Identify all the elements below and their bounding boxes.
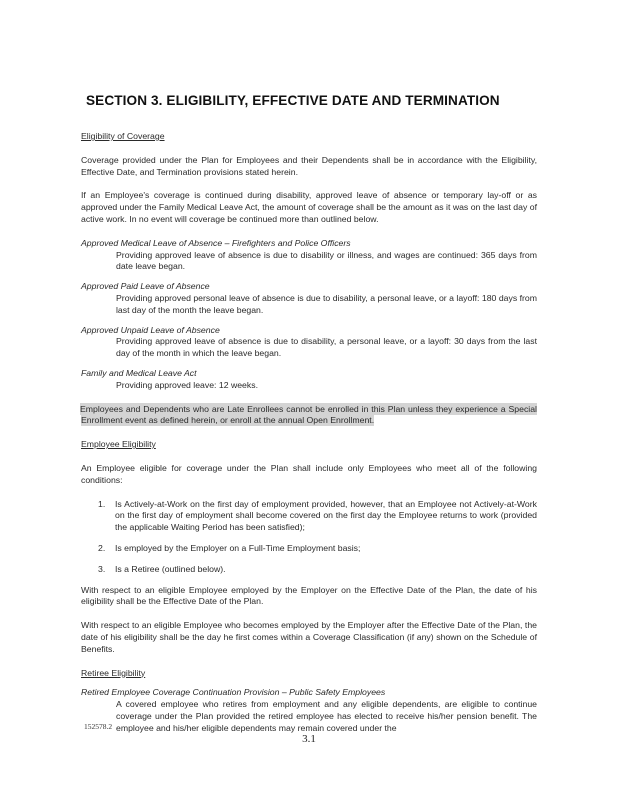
list-text: Is employed by the Employer on a Full-Time Employment basis; bbox=[115, 542, 361, 553]
conditions-list bbox=[81, 499, 537, 576]
retiree-heading: Retiree Eligibility bbox=[81, 667, 146, 678]
list-number: 2. bbox=[98, 542, 106, 553]
list-text: Is Actively-at-Work on the first day of employment provided, however, that an Employee not Actively-at-Work on the first day of employment shall become covered on the first day the Employee returns to work (provided the applicable Waiting Period has been satisfied); bbox=[115, 498, 537, 533]
retiree-subheading: Retired Employee Coverage Continuation Provision – Public Safety Employees bbox=[81, 687, 386, 698]
employee-eligibility-heading: Employee Eligibility bbox=[81, 439, 156, 450]
leave-unpaid bbox=[81, 325, 537, 360]
list-text: Is a Retiree (outlined below). bbox=[115, 563, 226, 574]
leave-text: Providing approved leave: 12 weeks. bbox=[116, 379, 258, 390]
effective-date-paragraph: With respect to an eligible Employee employed by the Employer on the Effective Date of the Plan, the date of his eligibility shall be the Effective Date of the Plan. bbox=[81, 584, 537, 607]
list-item bbox=[81, 543, 537, 555]
leave-paid bbox=[81, 281, 537, 316]
list-item bbox=[81, 499, 537, 534]
leave-heading: Family and Medical Leave Act bbox=[81, 367, 197, 378]
eligibility-heading: Eligibility of Coverage bbox=[81, 131, 165, 141]
coverage-paragraph: Coverage provided under the Plan for Employees and their Dependents shall be in accordance with the Eligibility, Effective Date, and Termination provisions stated herein. bbox=[81, 154, 537, 177]
late-enrollees-paragraph bbox=[81, 404, 537, 428]
document-number: 152578.2 bbox=[84, 722, 113, 731]
leave-text: Providing approved leave of absence is due to disability or illness, and wages are continued: 365 days from date leave began. bbox=[116, 249, 537, 272]
document-body bbox=[81, 131, 537, 734]
leave-heading: Approved Medical Leave of Absence – Firefighters and Police Officers bbox=[81, 237, 351, 248]
leave-text: Providing approved personal leave of absence is due to disability, a personal leave, or a layoff: 180 days from last day of the month the leave began. bbox=[116, 292, 537, 315]
section-title: SECTION 3. ELIGIBILITY, EFFECTIVE DATE AND TERMINATION bbox=[86, 93, 500, 108]
list-number: 3. bbox=[98, 563, 106, 574]
list-number: 1. bbox=[98, 498, 106, 509]
leave-heading: Approved Paid Leave of Absence bbox=[81, 281, 210, 292]
leave-text: Providing approved leave of absence is due to disability, a personal leave, or a layoff: 30 days from the last day of the month in which the leave began. bbox=[116, 336, 537, 359]
eligibility-date-paragraph: With respect to an eligible Employee who becomes employed by the Employer after the Effective Date of the Plan, the date of his eligibility shall be the day he first comes within a Coverage Classification (if any) shown on the Schedule of Benefits. bbox=[81, 620, 537, 654]
continuation-paragraph: If an Employee's coverage is continued during disability, approved leave of absence or temporary lay-off or as approved under the Family Medical Leave Act, the amount of coverage shall be the amount as it was on the last day of active work. In no event will coverage be continued more than outlined below. bbox=[81, 190, 537, 224]
highlighted-text: Employees and Dependents who are Late Enrollees cannot be enrolled in this Plan unless they experience a Special Enrollment event as defined herein, or enroll at the annual Open Enrollment. bbox=[80, 403, 537, 426]
leave-medical bbox=[81, 238, 537, 273]
employee-eligibility-intro: An Employee eligible for coverage under the Plan shall include only Employees who meet all of the following conditions: bbox=[81, 462, 537, 485]
page-number: 3.1 bbox=[302, 733, 316, 745]
list-item bbox=[81, 564, 537, 576]
leave-fmla bbox=[81, 368, 537, 392]
retiree-paragraph: A covered employee who retires from employment and any eligible dependents, are eligible to continue coverage under the Plan provided the retired employee has elected to receive his/her pension benefit. The employee and his/her eligible dependents may remain covered under the bbox=[116, 699, 537, 733]
leave-heading: Approved Unpaid Leave of Absence bbox=[81, 324, 220, 335]
